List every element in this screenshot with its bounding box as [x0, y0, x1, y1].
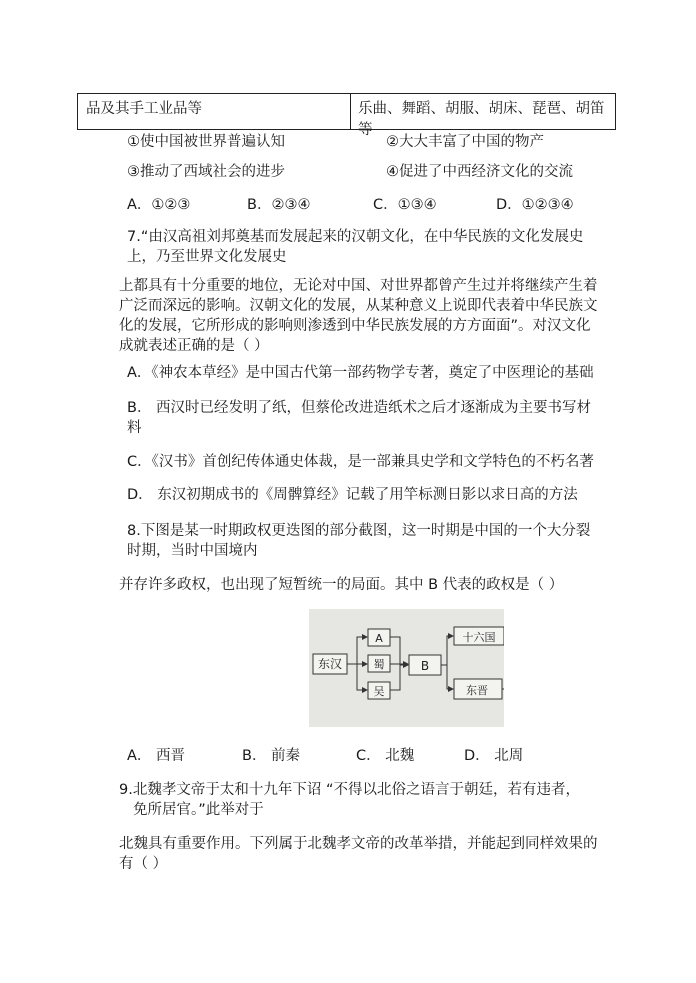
- q7-stem-line3: 上都具有十分重要的地位，无论对中国、对世界都曾产生过并将继续产生着: [119, 278, 598, 294]
- q7-stem-line6: 成就表述正确的是（ ）: [119, 338, 269, 354]
- q7-stem-line1: 7.“由汉高祖刘邦奠基而发展起来的汉朝文化，在中华民族的文化发展史: [127, 229, 584, 245]
- q7-option-d[interactable]: D． 东汉初期成书的《周髀算经》记载了用竿标测日影以求日高的方法: [127, 487, 578, 503]
- label-shiliuguo: 十六国: [462, 631, 496, 644]
- q7-option-b-line2[interactable]: 料: [127, 420, 142, 436]
- table-divider: [350, 94, 351, 129]
- label-dongjin: 东晋: [466, 684, 488, 697]
- q6-statement-3: ③推动了西域社会的进步: [127, 164, 285, 180]
- q9-stem-line3: 北魏具有重要作用。下列属于北魏孝文帝的改革举措，并能起到同样效果的: [119, 836, 598, 852]
- q9-stem-line4: 有（ ）: [119, 856, 168, 872]
- diagram-svg: [309, 609, 504, 727]
- q6-statement-4: ④促进了中西经济文化的交流: [386, 164, 573, 180]
- q8-stem-line3: 并存许多政权，也出现了短暂统一的局面。其中 B 代表的政权是（ ）: [119, 577, 564, 593]
- q8-stem-line2: 时期，当时中国境内: [127, 543, 258, 559]
- table-left-cell: 品及其手工业品等: [86, 101, 202, 117]
- q6-option-c[interactable]: C．①③④: [373, 197, 437, 213]
- q6-statement-2: ②大大丰富了中国的物产: [386, 134, 544, 150]
- label-a: A: [375, 632, 383, 645]
- label-donghan: 东汉: [317, 657, 343, 671]
- q7-option-c[interactable]: C．《汉书》首创纪传体通史体裁，是一部兼具史学和文学特色的不朽名著: [127, 454, 594, 470]
- q6-option-d[interactable]: D．①②③④: [496, 197, 574, 213]
- q6-option-b[interactable]: B．②③④: [247, 197, 311, 213]
- q7-option-b-line1[interactable]: B． 西汉时已经发明了纸，但蔡伦改进造纸术之后才逐渐成为主要书写材: [127, 400, 592, 416]
- q7-stem-line2: 上，乃至世界文化发展史: [127, 249, 287, 265]
- q8-option-a[interactable]: A． 西晋: [127, 748, 186, 764]
- q8-option-d[interactable]: D． 北周: [464, 748, 524, 764]
- q7-stem-line4: 广泛而深远的影响。汉朝文化的发展，从某种意义上说即代表着中华民族文: [119, 298, 598, 314]
- goods-table: [77, 93, 616, 138]
- q7-stem-line5: 化的发展，它所形成的影响则渗透到中华民族发展的方方面面”。对汉文化: [119, 318, 591, 334]
- label-shu: 蜀: [373, 658, 385, 671]
- q6-statement-1: ①使中国被世界普遍认知: [127, 134, 285, 150]
- label-wu: 吴: [373, 685, 385, 698]
- label-b: B: [420, 659, 430, 673]
- q8-option-b[interactable]: B． 前秦: [242, 748, 301, 764]
- q8-stem-line1: 8.下图是某一时期政权更迭图的部分截图，这一时期是中国的一个大分裂: [127, 523, 591, 539]
- q9-stem-line1: 9.北魏孝文帝于太和十九年下诏 “不得以北俗之语言于朝廷，若有违者，: [119, 782, 580, 798]
- q9-stem-line2: 免所居官。”此举对于: [133, 802, 264, 818]
- q7-option-a[interactable]: A．《神农本草经》是中国古代第一部药物学专著，奠定了中医理论的基础: [127, 365, 594, 381]
- regime-succession-diagram: [309, 609, 504, 727]
- table-right-cell: 乐曲、舞蹈、胡服、胡床、琵琶、胡笛等: [358, 101, 605, 138]
- q6-option-a[interactable]: A．①②③: [127, 197, 191, 213]
- q8-option-c[interactable]: C． 北魏: [356, 748, 415, 764]
